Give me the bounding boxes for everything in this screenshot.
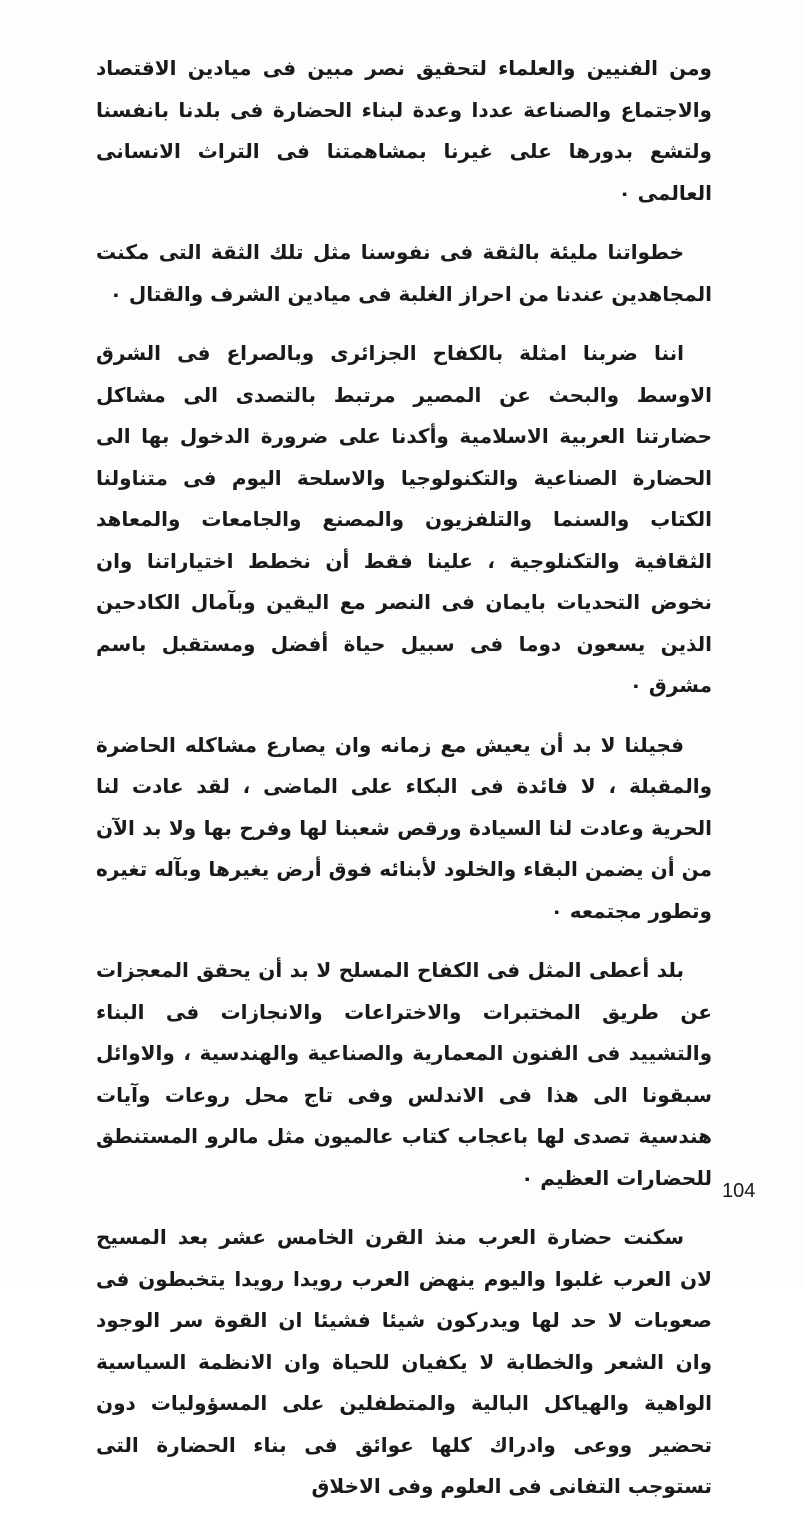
paragraph-2: خطواتنا مليئة بالثقة فى نفوسنا مثل تلك الثقة التى مكنت المجاهدين عندنا من احراز الغلبة فى ميادين الشرف والقتال ٠ (96, 240, 712, 306)
paragraph-4: فجيلنا لا بد أن يعيش مع زمانه وان يصارع مشاكله الحاضرة والمقبلة ، لا فائدة فى البكاء على الماضى ، لقد عادت لنا الحرية وعادت لنا السيادة ورقص شعبنا لها وفرح بها ولا بد الآن من أن يضمن البقاء والخلود لأبنائه فوق أرض يغيرها وبآله تغيره وتطور مجتمعه ٠ (96, 732, 712, 923)
paragraph-5: بلد أعطى المثل فى الكفاح المسلح لا بد أن يحقق المعجزات عن طريق المختبرات والاختراعات والانجازات فى البناء والتشييد فى الفنون المعمارية والصناعية والهندسية ، والاوائل سبقونا الى هذا فى الاندلس وفى تاج محل روعات وآيات هندسية تصدى لها باعجاب كتاب عالميون مثل مالرو المستنطق للحضارات العظيم ٠ (96, 958, 712, 1190)
paragraph-3: اننا ضربنا امثلة بالكفاح الجزائرى وبالصراع فى الشرق الاوسط والبحث عن المصير مرتبط بالتصدى الى مشاكل حضارتنا العربية الاسلامية وأكدنا على ضرورة الدخول بها الى الحضارة الصناعية والتكنولوجيا والاسلحة اليوم فى متناولنا الكتاب والسنما والتلفزيون والمصنع والجامعات والمعاهد الثقافية والتكنلوجية ، علينا فقط أن نخطط اختياراتنا وان نخوض التحديات بايمان فى النصر مع اليقين وبآمال الكادحين الذين يسعون دوما فى سبيل حياة أفضل ومستقبل باسم مشرق ٠ (96, 341, 712, 697)
paragraph-1: ومن الفنيين والعلماء لتحقيق نصر مبين فى ميادين الاقتصاد والاجتماع والصناعة عددا وعدة لبناء الحضارة فى بلدنا بانفسنا ولتشع بدورها على غيرنا بمشاهمتنا فى التراث الانسانى العالمى ٠ (96, 56, 712, 205)
body-text (96, 48, 712, 1526)
paragraph-6: سكنت حضارة العرب منذ القرن الخامس عشر بعد المسيح لان العرب غلبوا واليوم ينهض العرب رويدا رويدا يتخبطون فى صعوبات لا حد لها ويدركون شيئا فشيئا ان القوة سر الوجود وان الشعر والخطابة لا يكفيان للحياة وان الانظمة السياسية الواهية والهياكل البالية والمتطفلين على المسؤوليات دون تحضير ووعى وادراك كلها عوائق فى بناء الحضارة التى تستوجب التفانى فى العلوم وفى الاخلاق (96, 1225, 712, 1498)
page-number: 104 (722, 1180, 756, 1202)
